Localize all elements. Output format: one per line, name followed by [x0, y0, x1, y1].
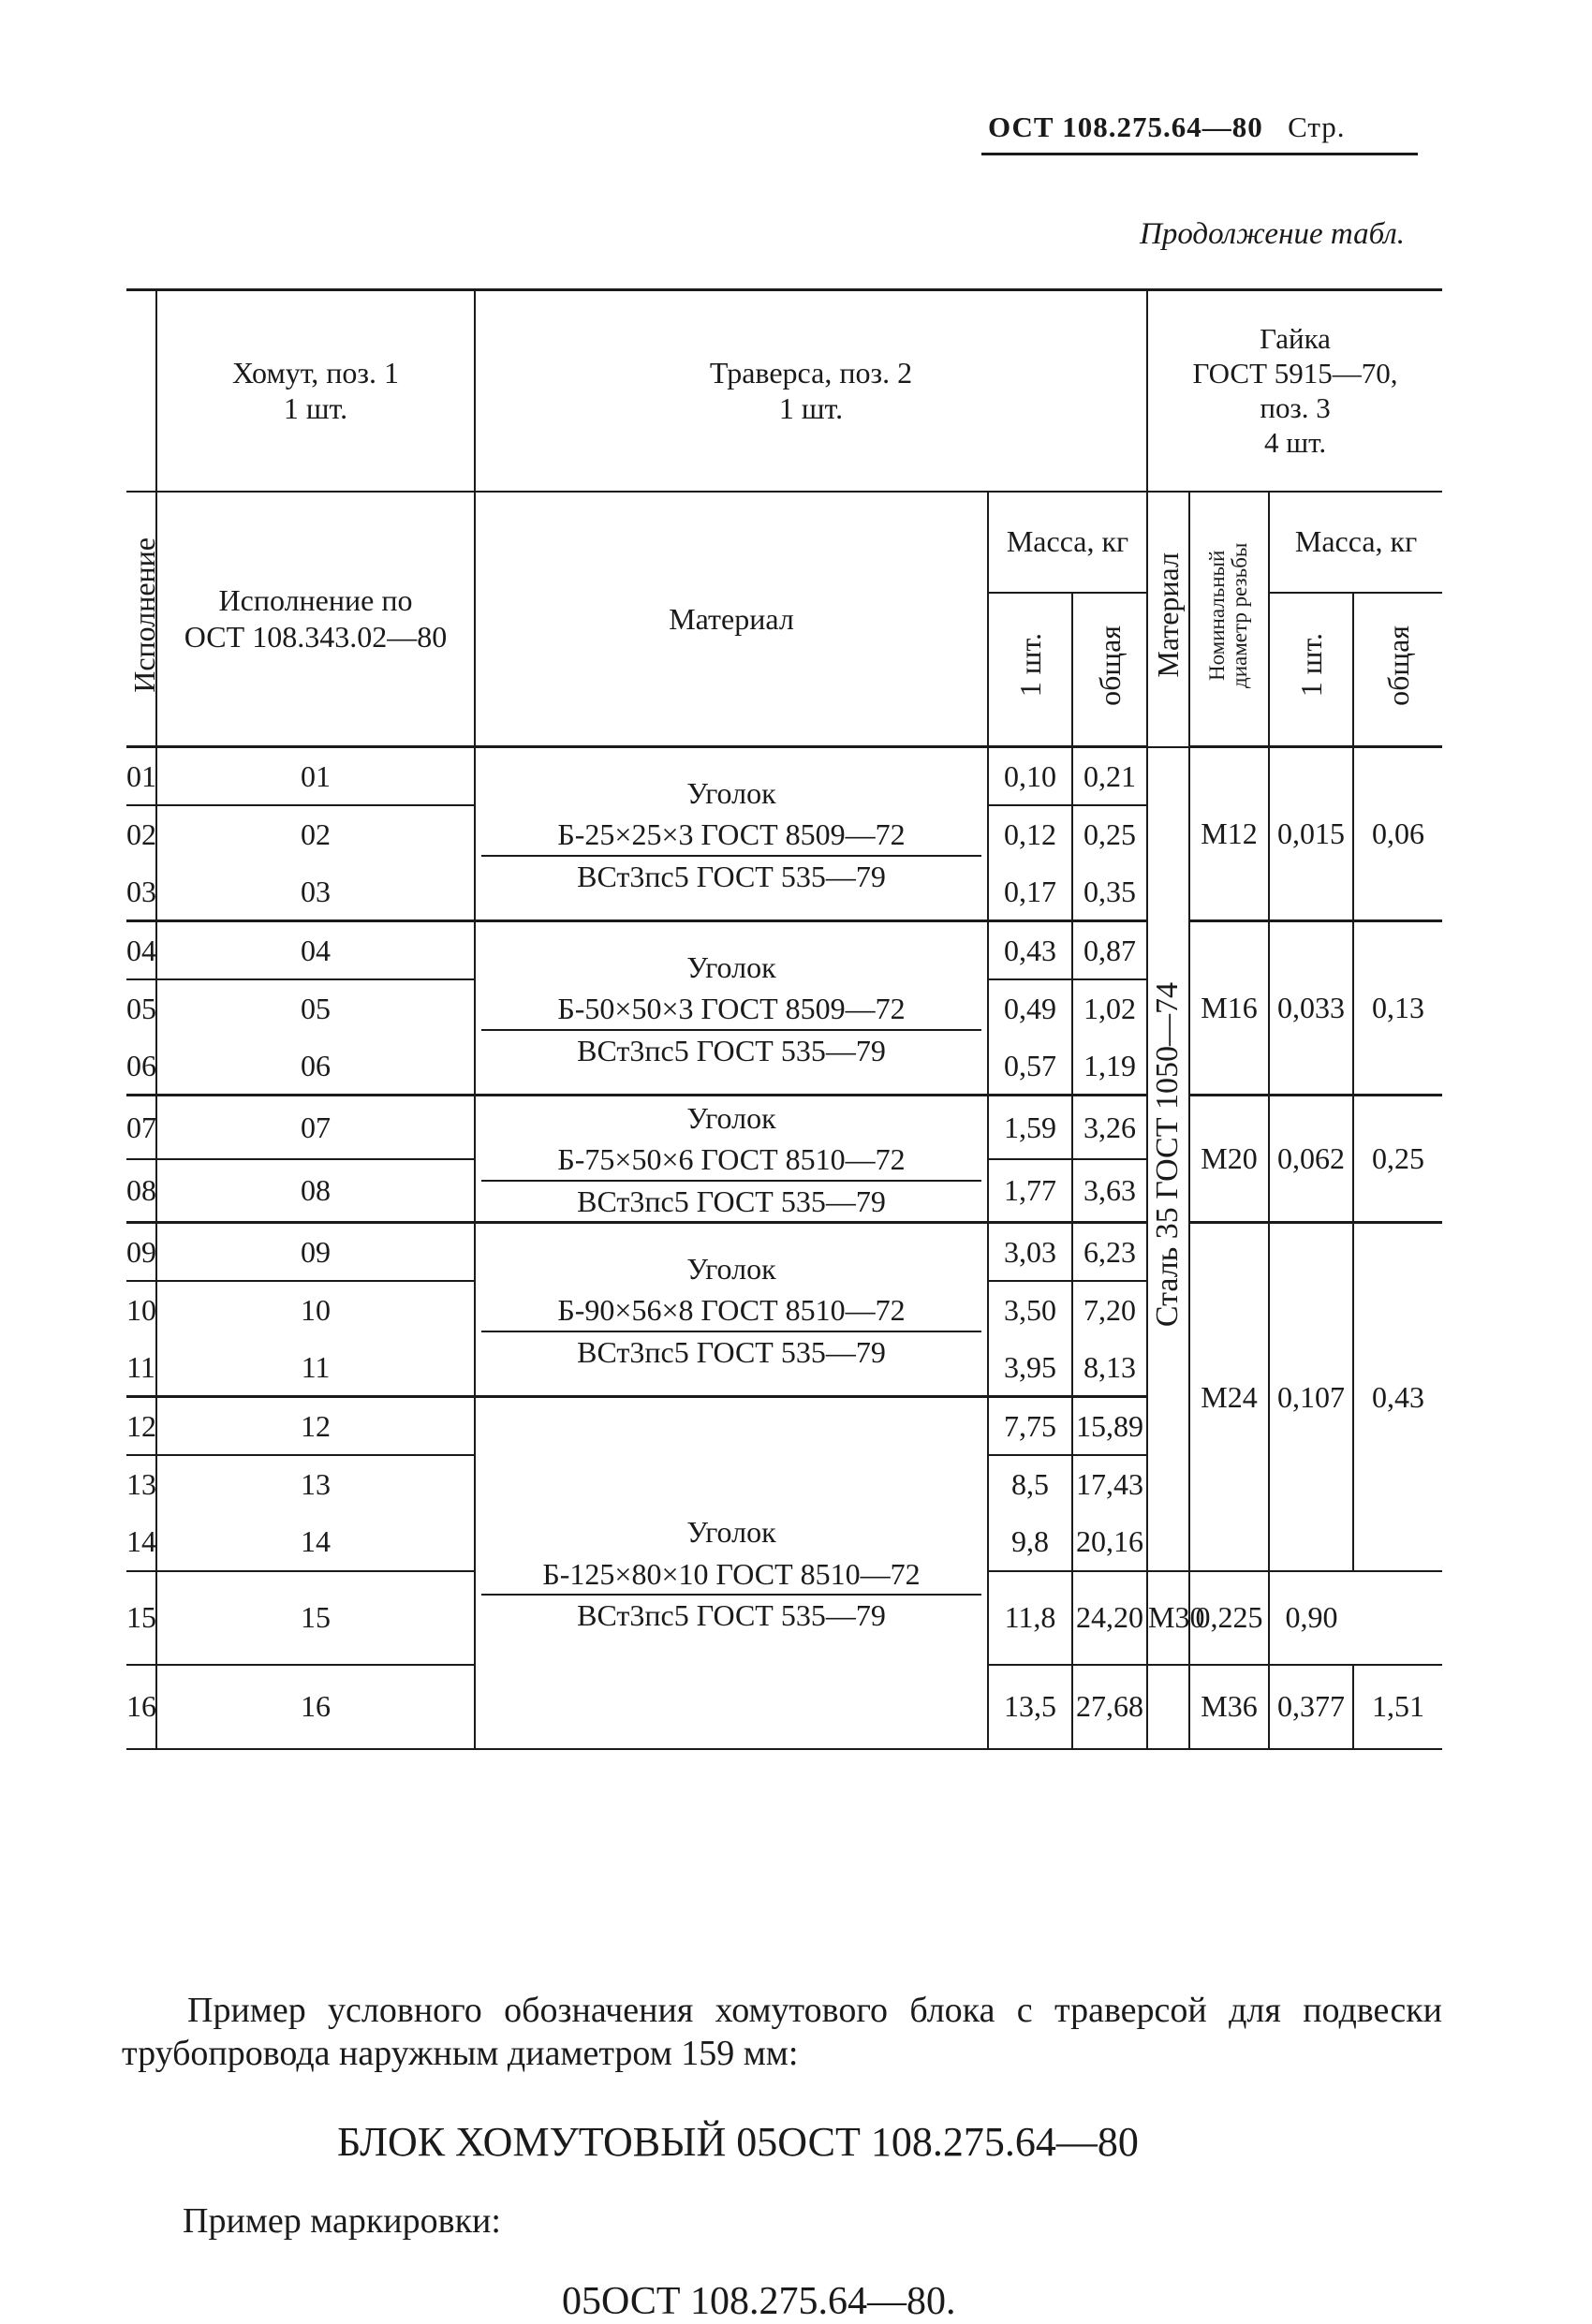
cell-nut-mass-1: 0,377 — [1269, 1665, 1353, 1749]
cell-mass-1: 0,17 — [988, 863, 1072, 921]
cell-mass-total: 7,20 — [1072, 1281, 1147, 1339]
cell-nut-mass-1: 0,062 — [1269, 1096, 1353, 1223]
cell-isp-ost: 14 — [156, 1513, 475, 1571]
cell-isp: 03 — [126, 863, 156, 921]
cell-steel — [1147, 747, 1189, 1571]
cell-isp-ost: 07 — [156, 1096, 475, 1159]
cell-isp: 12 — [126, 1397, 156, 1455]
marking-example: 05ОСТ 108.275.64—80. — [562, 2280, 956, 2323]
cell-mass-1: 0,12 — [988, 805, 1072, 863]
cell-isp-ost: 01 — [156, 747, 475, 805]
cell-mass-total: 0,87 — [1072, 921, 1147, 979]
cell-mass-total: 8,13 — [1072, 1339, 1147, 1397]
steel-label: Сталь 35 ГОСТ 1050—74 — [1150, 982, 1186, 1328]
material-name: Уголок — [686, 775, 776, 810]
cell-isp: 07 — [126, 1096, 156, 1159]
material-profile: Б-90×56×8 ГОСТ 8510—72 — [481, 1290, 981, 1331]
cell-isp: 06 — [126, 1037, 156, 1096]
material-grade: ВСт3пс5 ГОСТ 535—79 — [577, 1598, 886, 1633]
cell-mass-total: 1,19 — [1072, 1037, 1147, 1096]
header-material: Материал — [475, 492, 988, 747]
cell-isp: 09 — [126, 1223, 156, 1281]
cell-steel-last — [1147, 1665, 1189, 1749]
cell-mass-1: 0,43 — [988, 921, 1072, 979]
cell-nut-mass-total: 0,06 — [1353, 747, 1442, 921]
header-ispolnenie-po: Исполнение по ОСТ 108.343.02—80 — [156, 492, 475, 747]
cell-isp-ost: 04 — [156, 921, 475, 979]
cell-thread: М24 — [1189, 1223, 1269, 1571]
material-name: Уголок — [686, 949, 776, 984]
cell-thread: М36 — [1189, 1665, 1269, 1749]
material-name: Уголок — [686, 1515, 776, 1550]
cell-mass-1: 3,03 — [988, 1223, 1072, 1281]
header-khomut: Хомут, поз. 1 1 шт. — [156, 290, 475, 492]
page-label: Стр. — [1288, 110, 1346, 143]
header-blank — [126, 290, 156, 492]
cell-thread: М30 — [1147, 1571, 1189, 1665]
ispolnenie-label: Исполнение — [127, 537, 161, 693]
material-profile: Б-25×25×3 ГОСТ 8509—72 — [481, 815, 981, 856]
cell-isp: 01 — [126, 747, 156, 805]
material-profile: Б-50×50×3 ГОСТ 8509—72 — [481, 989, 981, 1030]
material-grade: ВСт3пс5 ГОСТ 535—79 — [577, 1033, 886, 1067]
header-total — [1072, 593, 1147, 747]
specification-table — [126, 288, 1442, 1750]
cell-material — [475, 747, 988, 921]
cell-mass-1: 1,59 — [988, 1096, 1072, 1159]
nominal-diam-label: Номинальный диаметр резьбы — [1205, 541, 1252, 688]
cell-mass-total: 3,26 — [1072, 1096, 1147, 1159]
cell-nut-mass-1: 0,225 — [1189, 1571, 1269, 1665]
cell-isp-ost: 06 — [156, 1037, 475, 1096]
cell-isp: 16 — [126, 1665, 156, 1749]
cell-isp: 05 — [126, 979, 156, 1037]
material-profile: Б-75×50×6 ГОСТ 8510—72 — [481, 1140, 981, 1181]
cell-isp-ost: 03 — [156, 863, 475, 921]
cell-isp-ost: 15 — [156, 1571, 475, 1665]
cell-isp: 10 — [126, 1281, 156, 1339]
cell-mass-1: 0,49 — [988, 979, 1072, 1037]
cell-material — [475, 1223, 988, 1397]
header-gaika: Гайка ГОСТ 5915—70, поз. 3 4 шт. — [1147, 290, 1442, 492]
cell-mass-total: 27,68 — [1072, 1665, 1147, 1749]
header-traversa: Траверса, поз. 2 1 шт. — [475, 290, 1147, 492]
cell-material — [475, 921, 988, 1096]
table-row — [126, 1223, 1442, 1281]
cell-mass-total: 0,25 — [1072, 805, 1147, 863]
cell-mass-total: 15,89 — [1072, 1397, 1147, 1455]
header-one-pc-2 — [1269, 593, 1353, 747]
cell-isp: 04 — [126, 921, 156, 979]
cell-thread: М12 — [1189, 747, 1269, 921]
designation-example: БЛОК ХОМУТОВЫЙ 05ОСТ 108.275.64—80 — [337, 2119, 1139, 2165]
cell-isp-ost: 05 — [156, 979, 475, 1037]
header-total-2 — [1353, 593, 1442, 747]
cell-isp: 14 — [126, 1513, 156, 1571]
cell-isp-ost: 13 — [156, 1455, 475, 1513]
cell-nut-mass-1: 0,033 — [1269, 921, 1353, 1096]
total-label: общая — [1092, 625, 1127, 706]
cell-isp-ost: 10 — [156, 1281, 475, 1339]
cell-mass-total: 6,23 — [1072, 1223, 1147, 1281]
cell-isp-ost: 16 — [156, 1665, 475, 1749]
cell-mass-total: 0,35 — [1072, 863, 1147, 921]
example-paragraph: Пример условного обозначения хомутового блока с траверсой для подвески трубопровода наружным диаметром 159 мм: — [122, 1991, 1442, 2073]
cell-mass-total: 3,63 — [1072, 1159, 1147, 1223]
cell-thread: М20 — [1189, 1096, 1269, 1223]
header-material-vertical — [1147, 492, 1189, 747]
cell-isp-ost: 02 — [156, 805, 475, 863]
material-profile: Б-125×80×10 ГОСТ 8510—72 — [481, 1554, 981, 1596]
cell-material — [475, 1397, 988, 1749]
cell-mass-1: 3,95 — [988, 1339, 1072, 1397]
cell-nut-mass-1: 0,015 — [1269, 747, 1353, 921]
total-2-label: общая — [1380, 625, 1415, 706]
continuation-label: Продолжение табл. — [1140, 217, 1405, 251]
header-nominal-diameter — [1189, 492, 1269, 747]
cell-isp: 08 — [126, 1159, 156, 1223]
cell-mass-1: 11,8 — [988, 1571, 1072, 1665]
material-v-label: Материал — [1151, 552, 1186, 678]
material-grade: ВСт3пс5 ГОСТ 535—79 — [577, 1184, 886, 1218]
cell-mass-1: 9,8 — [988, 1513, 1072, 1571]
material-name: Уголок — [686, 1252, 776, 1287]
cell-nut-mass-1: 0,107 — [1269, 1223, 1353, 1571]
marking-label: Пример маркировки: — [183, 2201, 501, 2241]
header-massa-2: Масса, кг — [1269, 492, 1442, 593]
document-header — [988, 110, 1419, 144]
cell-mass-1: 8,5 — [988, 1455, 1072, 1513]
header-massa: Масса, кг — [988, 492, 1147, 593]
cell-mass-1: 1,77 — [988, 1159, 1072, 1223]
cell-nut-mass-total: 0,25 — [1353, 1096, 1442, 1223]
cell-nut-mass-total: 0,13 — [1353, 921, 1442, 1096]
header-ispolnenie — [126, 492, 161, 747]
cell-isp-ost: 08 — [156, 1159, 475, 1223]
cell-mass-total: 0,21 — [1072, 747, 1147, 805]
material-grade: ВСт3пс5 ГОСТ 535—79 — [577, 1334, 886, 1369]
cell-isp: 15 — [126, 1571, 156, 1665]
cell-mass-1: 7,75 — [988, 1397, 1072, 1455]
table-row — [126, 747, 1442, 805]
cell-nut-mass-total: 1,51 — [1353, 1665, 1442, 1749]
cell-isp-ost: 12 — [156, 1397, 475, 1455]
cell-thread: М16 — [1189, 921, 1269, 1096]
one-pc-label: 1 шт. — [1012, 633, 1047, 698]
cell-mass-total: 1,02 — [1072, 979, 1147, 1037]
cell-mass-1: 0,57 — [988, 1037, 1072, 1096]
cell-isp-ost: 11 — [156, 1339, 475, 1397]
cell-material — [475, 1096, 988, 1223]
table-row — [126, 921, 1442, 979]
cell-nut-mass-total: 0,90 — [1269, 1571, 1353, 1665]
cell-isp: 13 — [126, 1455, 156, 1513]
cell-nut-mass-total: 0,43 — [1353, 1223, 1442, 1571]
header-underline — [981, 153, 1418, 155]
cell-isp-ost: 09 — [156, 1223, 475, 1281]
header-one-pc — [988, 593, 1072, 747]
material-name: Уголок — [686, 1101, 776, 1135]
cell-isp: 11 — [126, 1339, 156, 1397]
cell-mass-1: 3,50 — [988, 1281, 1072, 1339]
cell-isp: 02 — [126, 805, 156, 863]
cell-mass-1: 13,5 — [988, 1665, 1072, 1749]
cell-mass-total: 20,16 — [1072, 1513, 1147, 1571]
cell-mass-total: 24,20 — [1072, 1571, 1147, 1665]
material-grade: ВСт3пс5 ГОСТ 535—79 — [577, 859, 886, 893]
standard-code: ОСТ 108.275.64—80 — [988, 110, 1263, 143]
table-row — [126, 1096, 1442, 1159]
cell-mass-1: 0,10 — [988, 747, 1072, 805]
one-pc-2-label: 1 шт. — [1293, 633, 1328, 698]
cell-mass-total: 17,43 — [1072, 1455, 1147, 1513]
